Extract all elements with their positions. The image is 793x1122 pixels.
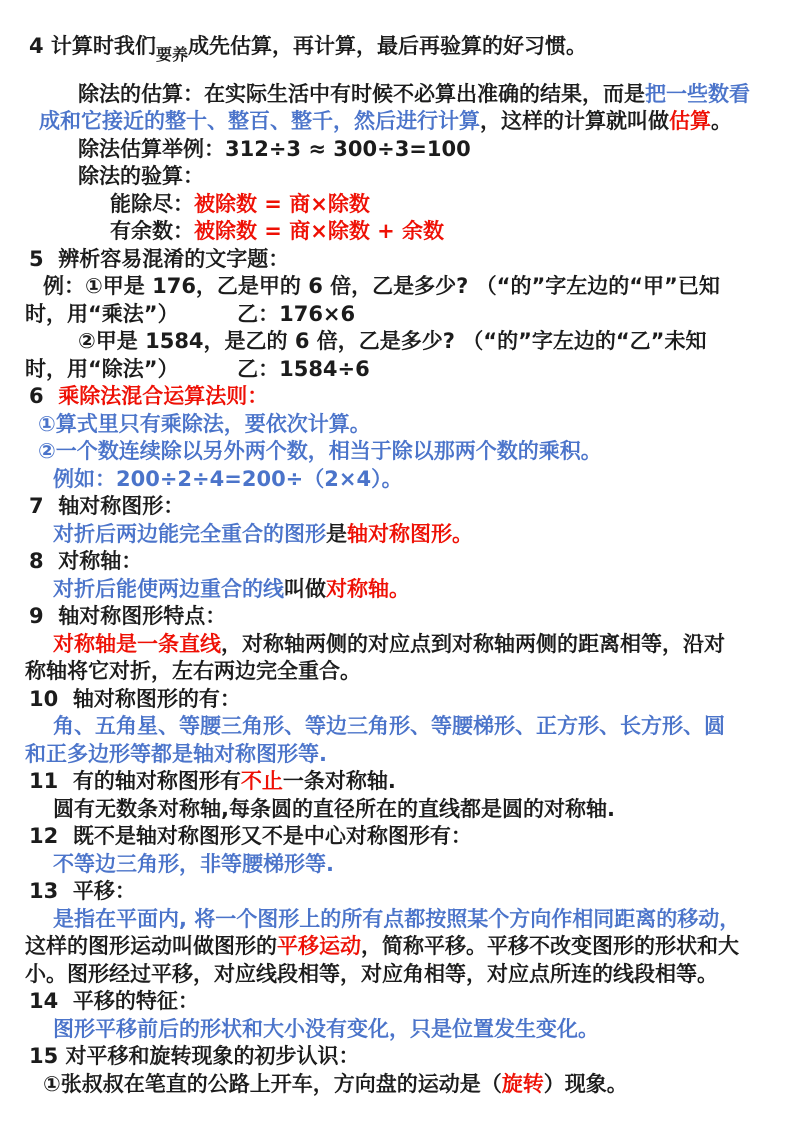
text-line — [0, 933, 793, 961]
text-line — [0, 411, 793, 439]
text-line — [0, 1016, 793, 1044]
text-segment: 9 轴对称图形特点： — [29, 604, 227, 628]
text-segment: ， — [719, 906, 741, 931]
text-segment: ，简称平移。平移不改变图形的形状和大 — [361, 934, 739, 958]
text-line — [0, 576, 793, 604]
text-line — [0, 383, 793, 411]
text-segment: 除法估算举例：312÷3 ≈ 300÷3=100 — [78, 136, 471, 161]
text-line — [0, 631, 793, 659]
text-line — [0, 246, 793, 274]
text-segment: 称轴将它对折，左右两边完全重合。 — [25, 659, 361, 683]
text-segment: 是指在平面内, 将一个图形上的所有点都按照某个方向作相同距离的移动 — [53, 906, 720, 931]
text-segment: 除法的估算：在实际生活中有时候不必算出准确的结果，而是 — [78, 81, 645, 106]
text-segment: 14 平移的特征： — [29, 989, 199, 1013]
text-line — [0, 906, 793, 934]
text-segment: 图形平移前后的形状和大小没有变化，只是位置发生变化。 — [53, 1016, 599, 1041]
text-segment: 12 既不是轴对称图形又不是中心对称图形有： — [29, 824, 472, 848]
text-segment: 是 — [326, 521, 347, 546]
text-segment: 例如：200÷2÷4=200÷（2×4）。 — [53, 466, 403, 491]
text-line — [0, 438, 793, 466]
text-line — [0, 301, 793, 329]
text-segment: ，这样的计算就叫做 — [480, 109, 669, 133]
text-segment: 11 有的轴对称图形有 — [29, 769, 241, 793]
text-line — [0, 768, 793, 796]
text-segment: 对折后两边能完全重合的图形 — [53, 521, 326, 546]
text-line — [0, 521, 793, 549]
text-segment: 有余数： — [110, 219, 194, 243]
text-segment: 8 对称轴： — [29, 549, 143, 573]
text-line — [0, 1043, 793, 1071]
text-segment: 对称轴是一条直线 — [53, 631, 221, 656]
text-line — [0, 1071, 793, 1099]
text-segment: ②一个数连续除以另外两个数，相当于除以那两个数的乘积。 — [38, 439, 602, 463]
text-segment: 例：①甲是 176，乙是甲的 6 倍，乙是多少? （“的”字左边的“甲”已知 — [43, 274, 720, 298]
text-line — [0, 108, 793, 136]
text-line — [0, 741, 793, 769]
text-segment: 被除数 = 商×除数 + 余数 — [194, 219, 445, 243]
text-segment: 轴对称图形。 — [347, 521, 473, 546]
text-segment: 7 轴对称图形： — [29, 494, 185, 518]
text-segment: 不止 — [240, 769, 283, 793]
text-line — [0, 191, 793, 219]
text-line — [0, 686, 793, 714]
text-line — [0, 961, 793, 989]
text-segment: 这样的图形运动叫做图形的 — [25, 934, 277, 958]
text-segment: 6 — [29, 384, 59, 408]
text-segment: 平移运动 — [277, 934, 361, 958]
text-segment: 旋转 — [501, 1071, 544, 1096]
text-segment: 15 对平移和旋转现象的初步认识： — [29, 1044, 360, 1068]
text-segment: 和正多边形等都是轴对称图形等. — [25, 741, 327, 766]
text-line — [0, 851, 793, 879]
text-line — [0, 878, 793, 906]
text-segment: 对折后能使两边重合的线 — [53, 576, 284, 601]
text-line — [0, 136, 793, 164]
text-line — [0, 658, 793, 686]
text-line — [0, 713, 793, 741]
text-segment: 估算 — [669, 109, 711, 133]
text-segment: 成和它接近的整十、整百、整千，然后进行计算 — [39, 109, 480, 133]
text-line — [0, 493, 793, 521]
text-segment: ，对称轴两侧的对应点到对称轴两侧的距离相等，沿对 — [221, 631, 725, 656]
text-line — [0, 273, 793, 301]
text-line — [0, 163, 793, 191]
text-segment: ）现象。 — [543, 1071, 628, 1096]
text-segment: 乘除法混合运算法则： — [58, 384, 269, 408]
text-line — [0, 548, 793, 576]
text-line — [0, 988, 793, 1016]
text-segment: 不等边三角形，非等腰梯形等. — [53, 851, 334, 876]
text-segment: 把一些数看 — [645, 81, 750, 106]
text-segment: 圆有无数条对称轴,每条圆的直径所在的直线都是圆的对称轴. — [53, 796, 615, 821]
text-segment: ①算式里只有乘除法，要依次计算。 — [38, 411, 371, 436]
text-segment: 一条对称轴. — [282, 769, 396, 793]
text-line — [0, 823, 793, 851]
text-segment: 除法的验算： — [78, 164, 204, 188]
text-segment: 叫做 — [284, 576, 326, 601]
text-line — [0, 356, 793, 384]
text-segment: 5 辨析容易混淆的文字题： — [29, 246, 290, 271]
text-segment: ①张叔叔在笔直的公路上开车，方向盘的运动是（ — [43, 1071, 502, 1096]
text-segment: 小。图形经过平移，对应线段相等，对应角相等，对应点所连的线段相等。 — [25, 961, 718, 986]
text-line — [0, 81, 793, 109]
text-segment: 10 轴对称图形的有： — [29, 686, 241, 711]
text-segment: ②甲是 1584，是乙的 6 倍，乙是多少? （“的”字左边的“乙”未知 — [78, 329, 707, 353]
text-segment: 对称轴。 — [326, 576, 410, 601]
text-segment: 要养 — [155, 45, 188, 64]
text-line — [0, 466, 793, 494]
text-line — [0, 603, 793, 631]
text-segment: 角、五角星、等腰三角形、等边三角形、等腰梯形、正方形、长方形、圆 — [53, 714, 725, 738]
text-segment: 4 计算时我们 — [29, 34, 156, 58]
text-segment: 13 平移： — [29, 879, 136, 903]
text-line — [0, 33, 793, 69]
text-segment: 成先估算，再计算，最后再验算的好习惯。 — [187, 34, 587, 58]
text-line — [0, 218, 793, 246]
text-line — [0, 796, 793, 824]
text-segment: 时，用“除法”） 乙：1584÷6 — [25, 356, 370, 381]
text-segment: 。 — [711, 109, 732, 133]
text-line — [0, 328, 793, 356]
text-segment: 被除数 = 商×除数 — [194, 191, 370, 216]
text-segment: 时，用“乘法”） 乙：176×6 — [25, 301, 356, 326]
document-body — [0, 33, 793, 1098]
text-segment: 能除尽： — [110, 191, 194, 216]
